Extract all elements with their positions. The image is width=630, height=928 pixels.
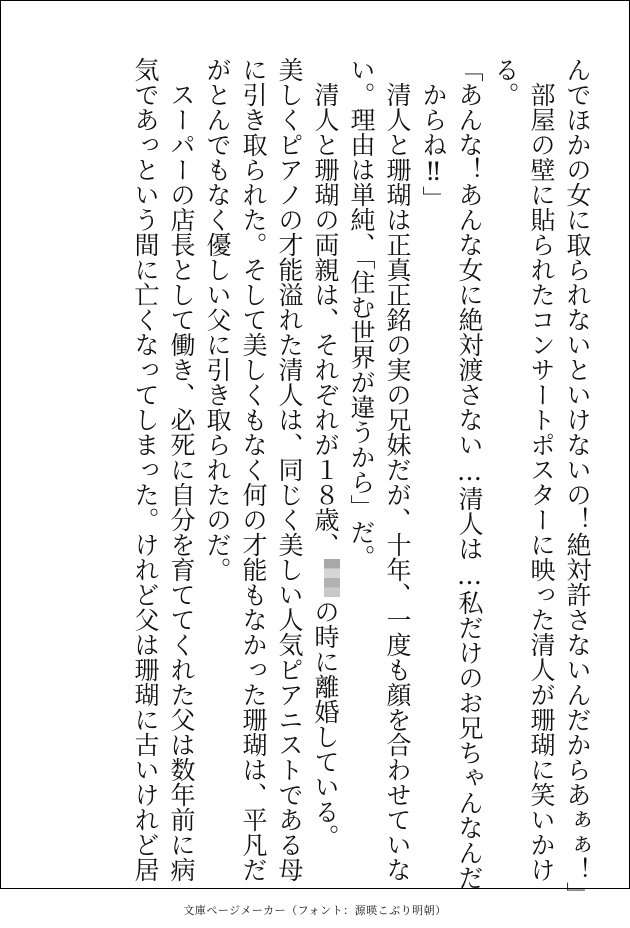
text-line: からね‼」 xyxy=(419,82,448,211)
text-line: い。理由は単純、「住む世界が違うから」だ。 xyxy=(347,57,376,570)
vertical-text-body xyxy=(127,57,595,907)
censor-mosaic xyxy=(324,559,340,597)
text-line: 部屋の壁に貼られたコンサートポスターに映った清人が珊瑚に笑いかけ xyxy=(527,82,556,882)
text-line: 清人と珊瑚は正真正銘の実の兄妹だが、十年、一度も顔を合わせていな xyxy=(383,82,412,882)
text-line: 気であっという間に亡くなってしまった。けれど父は珊瑚に古いけれど居 xyxy=(131,57,160,882)
text-line: に引き取られた。そして美しくもなく何の才能もなかった珊瑚は、平凡だ xyxy=(239,57,268,882)
text-line: 「あんな！あんな女に絶対渡さない…清人は…私だけのお兄ちゃんなんだ xyxy=(455,57,484,890)
text-line: がとんでもなく優しい父に引き取られたのだ。 xyxy=(203,57,232,582)
text-line: 美しくピアノの才能溢れた清人は、同じく美しい人気ピアニストである母 xyxy=(275,57,304,882)
text-segment: 清人と珊瑚の両親は、それぞれが１８歳、 xyxy=(311,82,340,557)
text-line-with-mosaic xyxy=(307,57,343,857)
text-line: る。 xyxy=(491,57,520,107)
text-line: スーパーの店長として働き、必死に自分を育ててくれた父は数年前に病 xyxy=(167,82,196,882)
text-line: んでほかの女に取られないといけないの！絶対許さないんだからあぁぁ！」 xyxy=(563,57,592,907)
text-segment: の時に離婚している。 xyxy=(311,599,340,849)
footer-credit: 文庫ページメーカー（フォント：源暎こぶり明朝） xyxy=(183,904,447,917)
